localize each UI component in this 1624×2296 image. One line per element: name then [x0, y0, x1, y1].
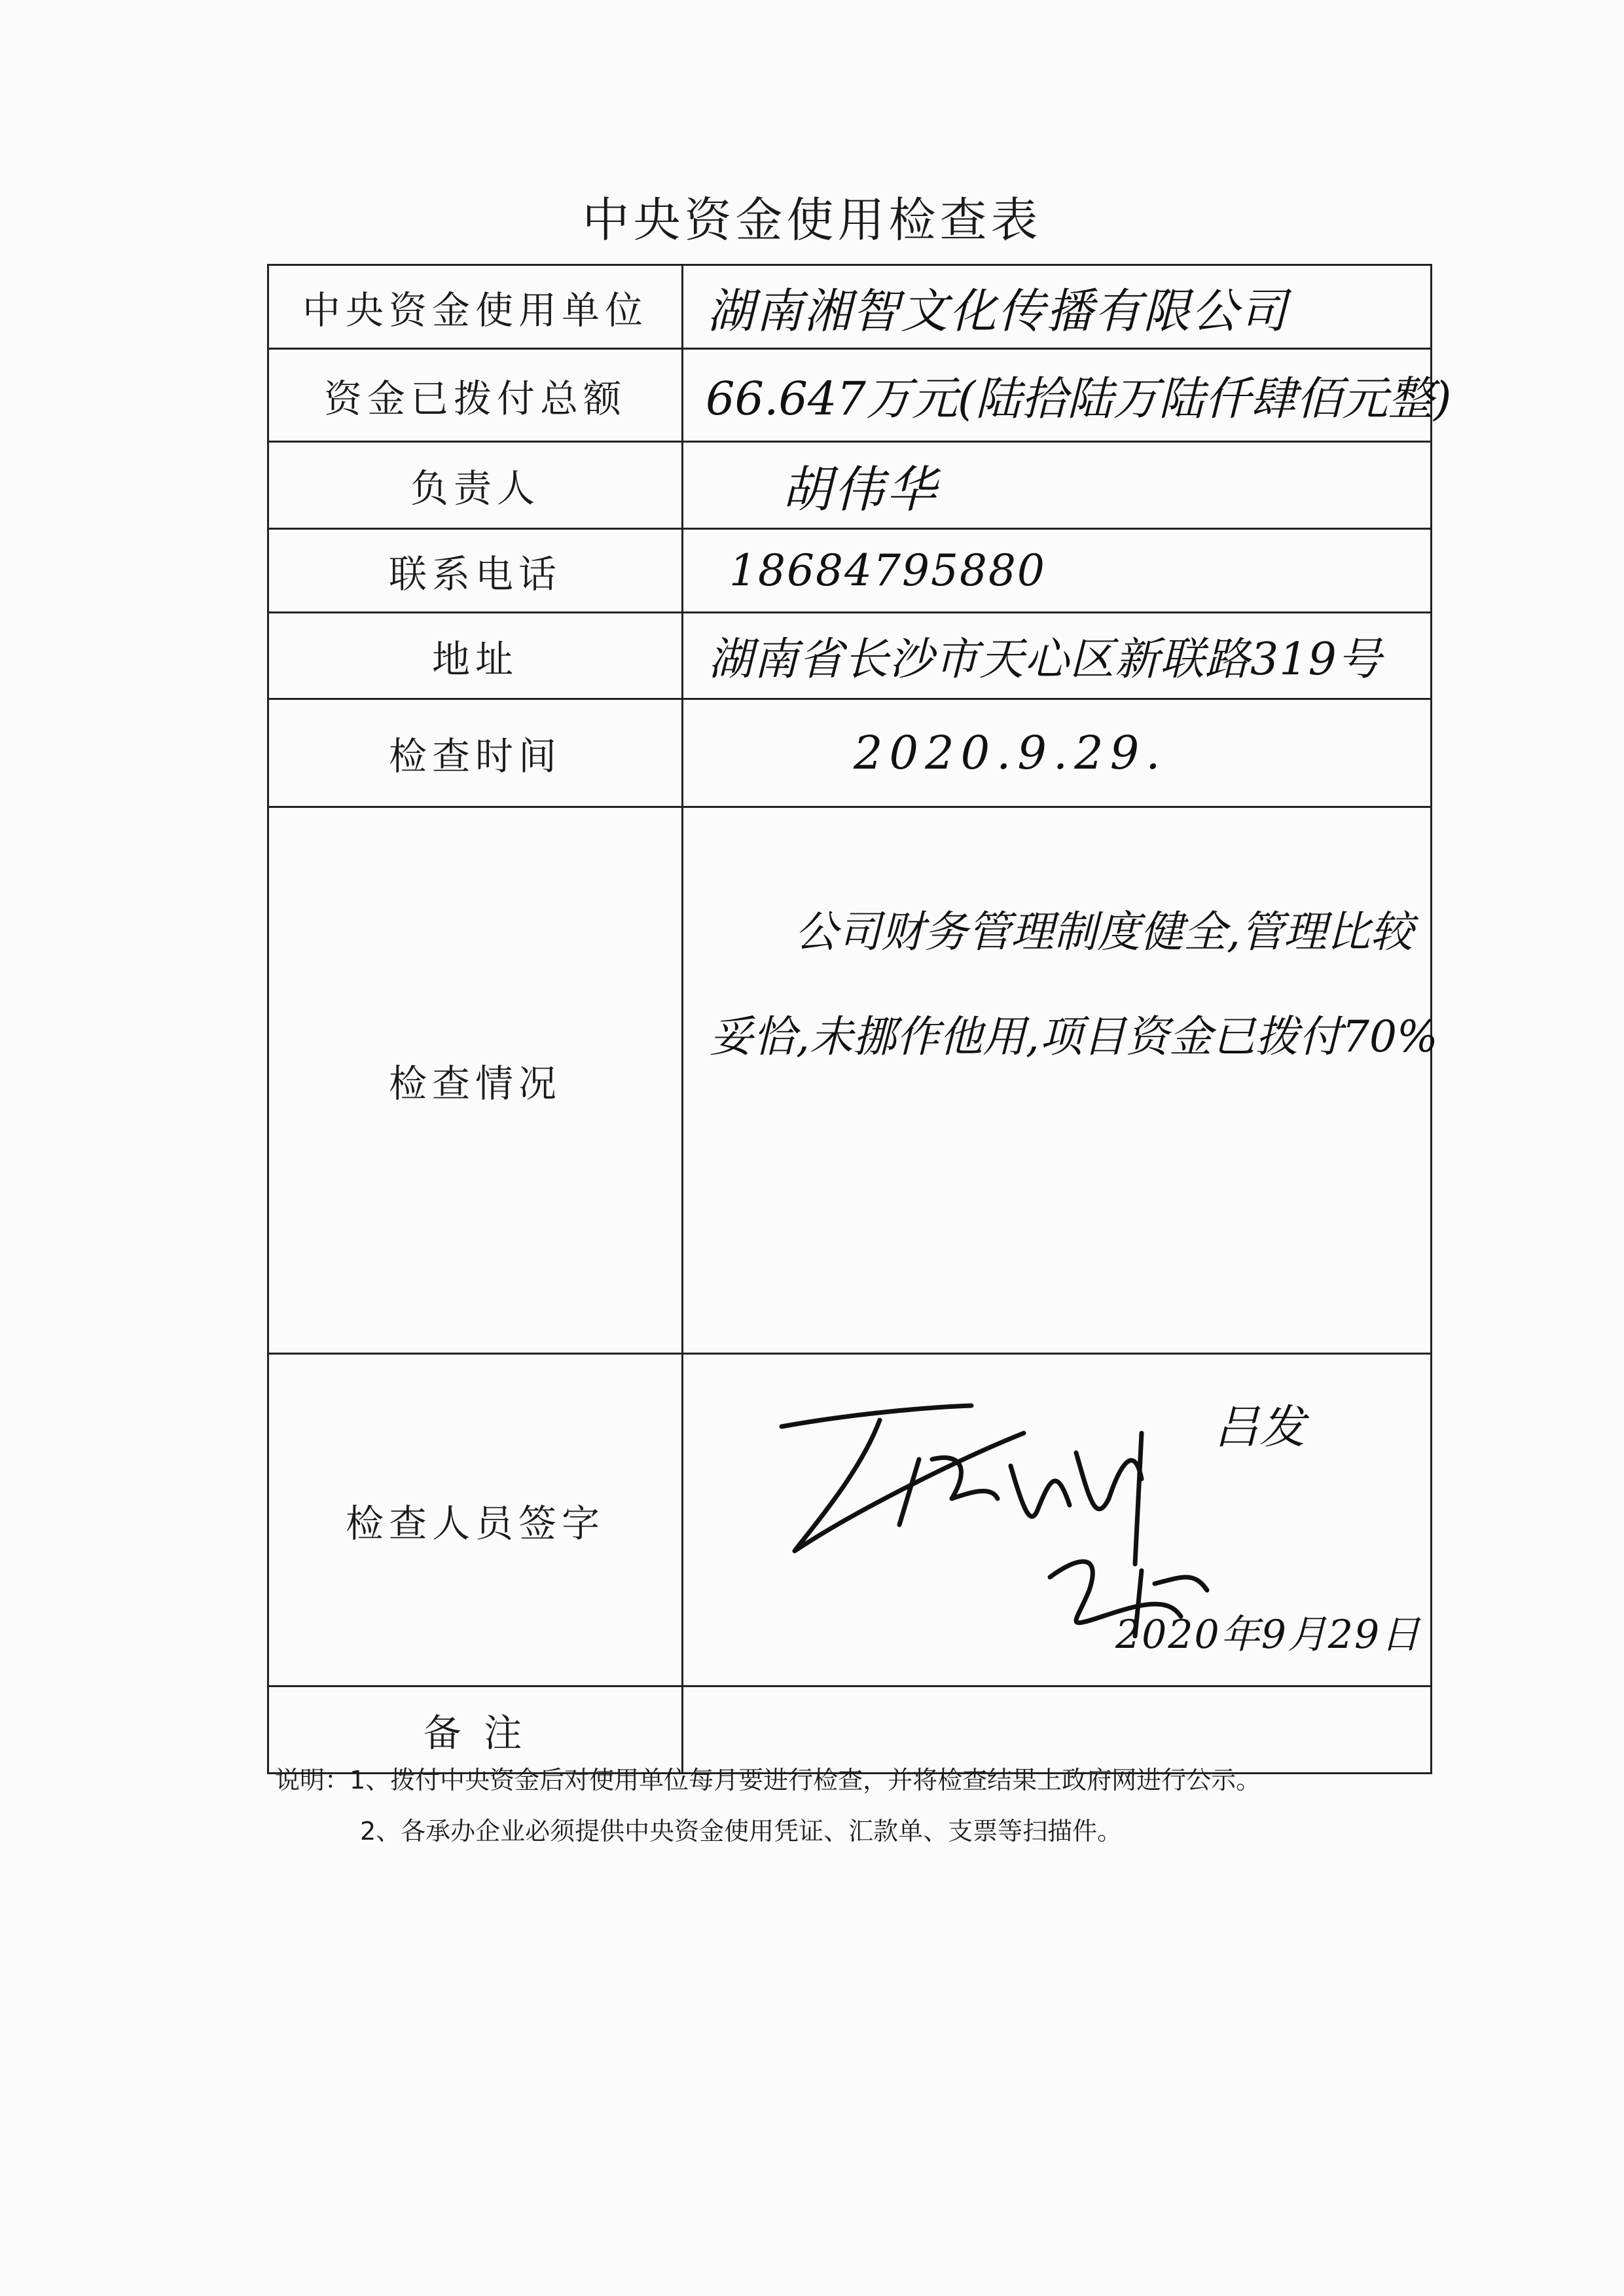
unit-value: 湖南湘智文化传播有限公司	[707, 283, 1289, 338]
row-situation	[268, 807, 1432, 1354]
row-amount	[268, 349, 1432, 442]
unit-label: 中央资金使用单位	[268, 265, 683, 349]
check-time-value-cell	[683, 699, 1432, 807]
page-title: 中央资金使用检查表	[582, 192, 1042, 247]
signature-date: 2020年9月29日	[1115, 1612, 1422, 1658]
situation-value-cell	[683, 807, 1438, 1354]
amount-value-cell	[683, 349, 1452, 442]
responsible-value: 胡伟华	[782, 460, 939, 519]
address-value-cell	[683, 613, 1432, 699]
situation-line-2: 妥恰,未挪作他用,项目资金已拨付70%	[710, 1011, 1438, 1062]
row-signature	[268, 1354, 1432, 1686]
unit-value-cell	[683, 265, 1432, 349]
inspection-form-table	[267, 264, 1452, 1774]
signature-label: 检查人员签字	[268, 1354, 683, 1686]
signature-cell	[683, 1354, 1432, 1686]
row-unit	[268, 265, 1432, 349]
notes	[275, 1755, 1261, 1857]
address-value: 湖南省长沙市天心区新联路319号	[708, 634, 1382, 685]
phone-label: 联系电话	[268, 529, 683, 613]
situation-text	[710, 880, 1438, 1089]
row-phone	[268, 529, 1432, 613]
amount-label: 资金已拨付总额	[268, 349, 683, 442]
situation-line-1: 公司财务管理制度健全,管理比较	[795, 907, 1413, 957]
situation-label: 检查情况	[268, 807, 683, 1354]
note-line-1: 说明：1、拨付中央资金后对使用单位每月要进行检查，并将检查结果上政府网进行公示。	[275, 1766, 1261, 1795]
row-responsible	[268, 442, 1432, 529]
row-address	[268, 613, 1432, 699]
note-line-2: 2、各承办企业必须提供中央资金使用凭证、汇款单、支票等扫描件。	[360, 1817, 1123, 1846]
address-label: 地址	[268, 613, 683, 699]
phone-value: 18684795880	[729, 545, 1046, 596]
responsible-label: 负责人	[268, 442, 683, 529]
remarks-label: 备 注	[268, 1686, 683, 1774]
row-check-time	[268, 699, 1432, 807]
check-time-label: 检查时间	[268, 699, 683, 807]
phone-value-cell	[683, 529, 1432, 613]
responsible-value-cell	[683, 442, 1432, 529]
signature-name-2: 吕发	[1214, 1400, 1305, 1454]
amount-value: 66.647万元(陆拾陆万陆仟肆佰元整)	[706, 372, 1452, 426]
check-time-value: 2020.9.29.	[854, 726, 1167, 780]
